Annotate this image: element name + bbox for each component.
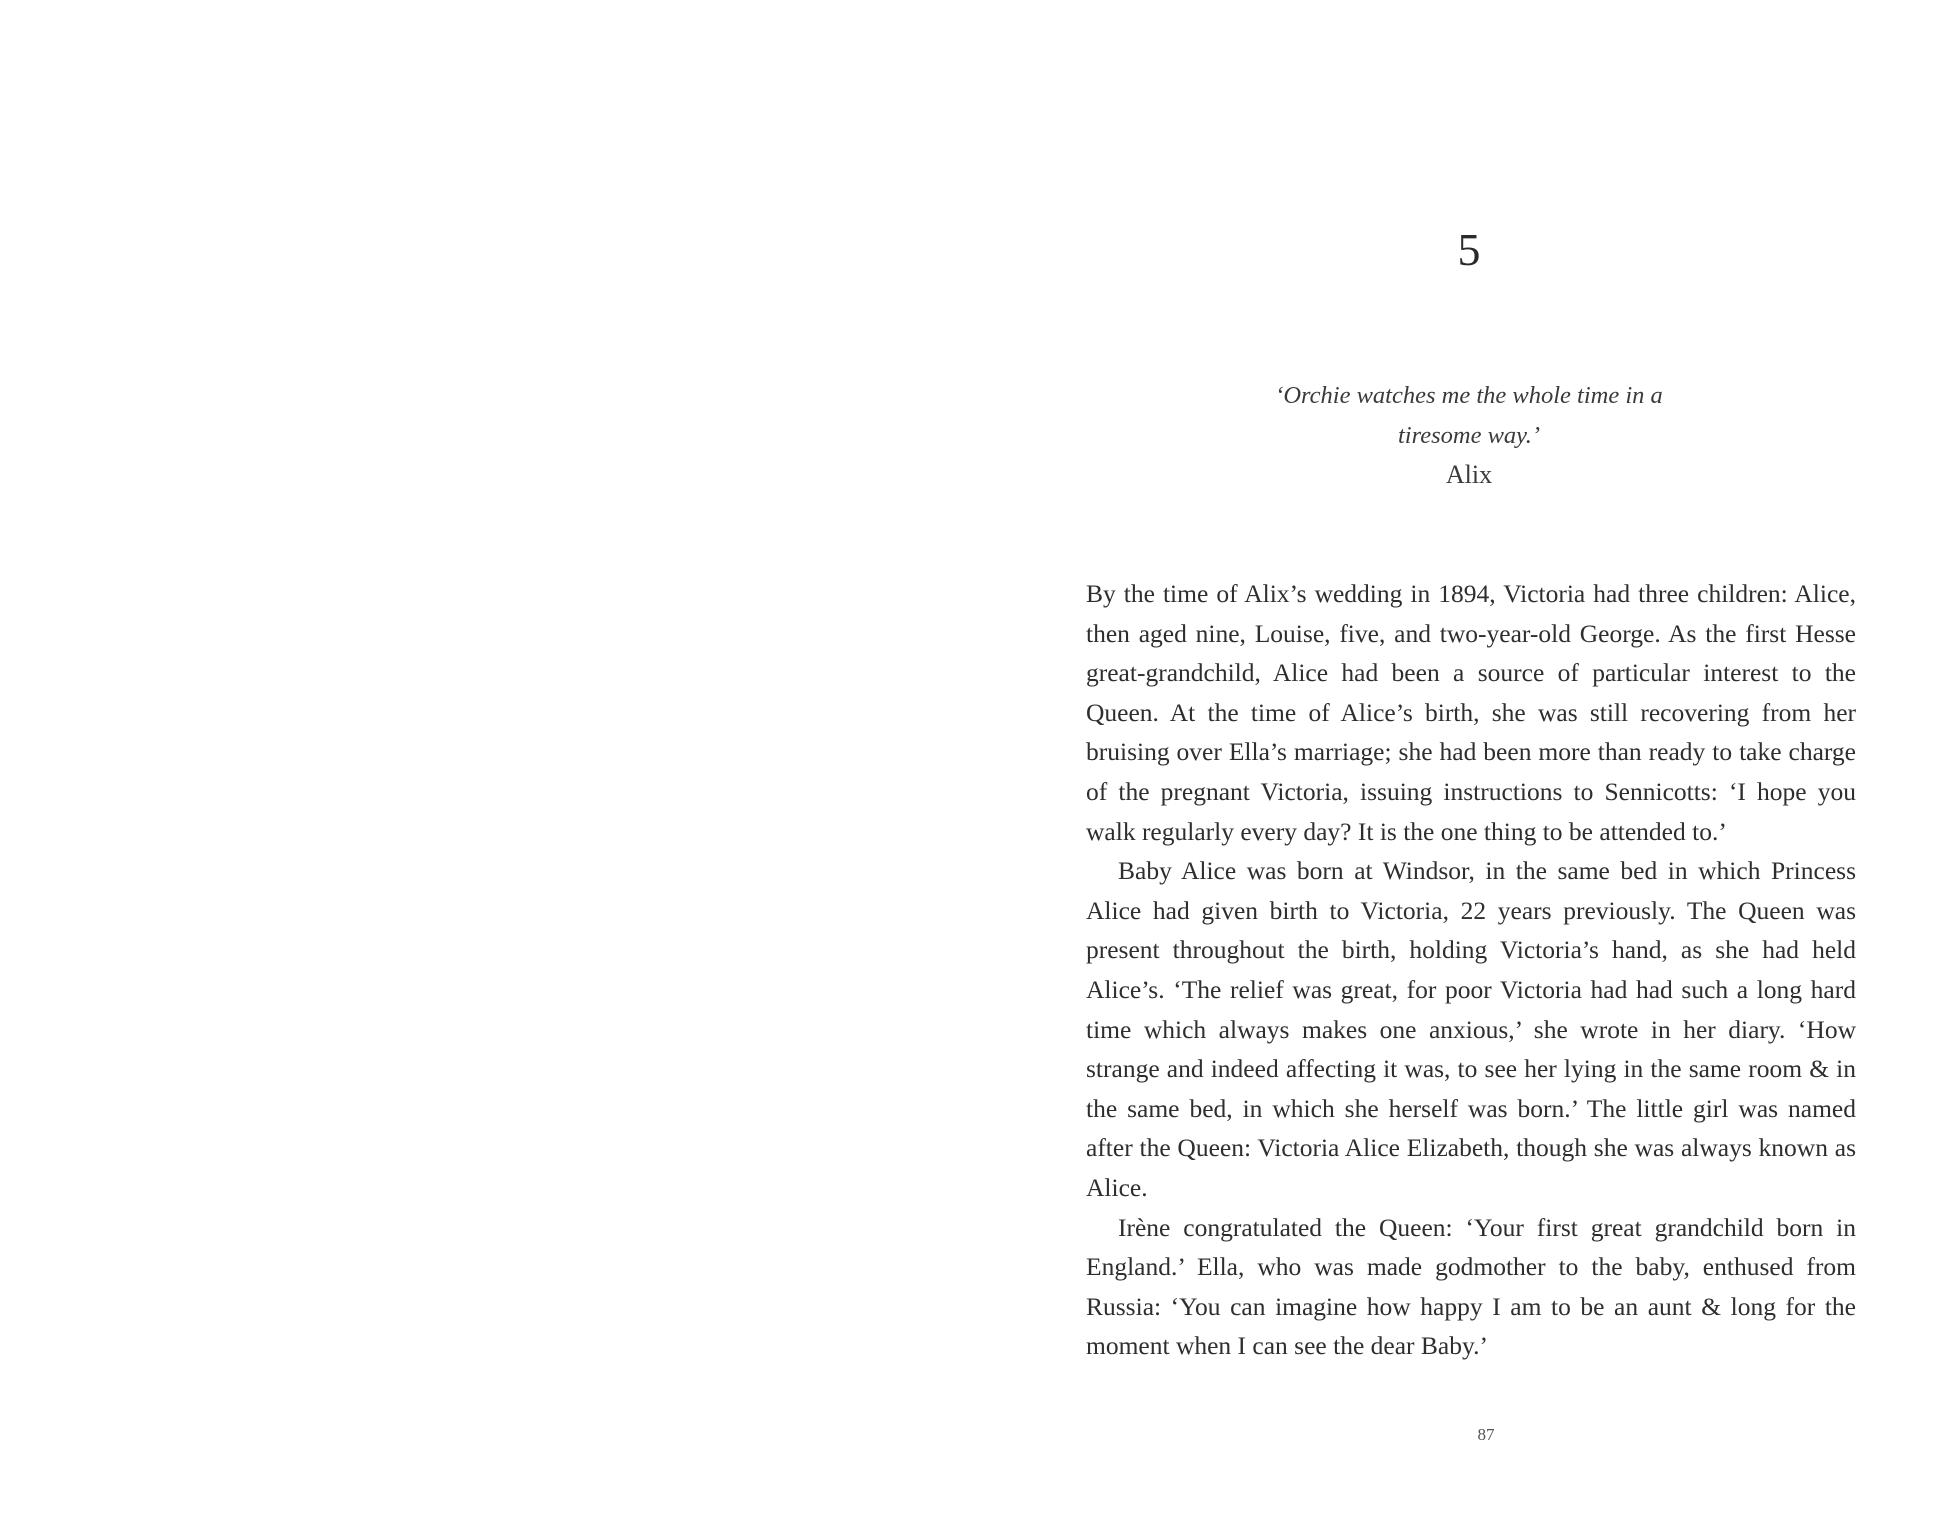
chapter-number: 5: [1457, 224, 1481, 275]
epigraph: [1214, 376, 1724, 494]
epigraph-attribution: Alix: [1445, 460, 1493, 489]
paragraph-3: Irène congratulated the Queen: ‘Your first great grandchild born in England.’ Ella, who was made godmother to the baby, enthused from Russia: ‘You can imagine how happy I am to be an aunt & long for the moment when I can see the dear Baby.’: [1086, 1212, 1856, 1361]
epigraph-quote-line-1: ‘Orchie watches me the whole time in a: [1275, 382, 1663, 409]
epigraph-quote-line-2: tiresome way.’: [1398, 422, 1540, 449]
paragraph-2: Baby Alice was born at Windsor, in the same bed in which Princess Alice had given birth to Victoria, 22 years previously. The Queen was present throughout the birth, holding Victoria’s hand, as she had held Alice’s. ‘The relief was great, for poor Victoria had had such a long hard time which always makes one anxious,’ she wrote in her diary. ‘How strange and indeed affecting it was, to see her lying in the same room & in the same bed, in which she herself was born.’ The little girl was named after the Queen: Victoria Alice Elizabeth, though she was always known as Alice.: [1086, 856, 1856, 1202]
page-number: 87: [1477, 1425, 1495, 1444]
body-text: [1086, 574, 1856, 1366]
paragraph-1: By the time of Alix’s wedding in 1894, Victoria had three children: Alice, then aged nine, Louise, five, and two-year-old George. As the first Hesse great-grandchild, Alice had been a source of particular interest to the Queen. At the time of Alice’s birth, she was still recovering from her bruising over Ella’s marriage; she had been more than ready to take charge of the pregnant Victoria, issuing instructions to Sennicotts: ‘I hope you walk regularly every day? It is the one thing to be attended to.’: [1086, 579, 1856, 846]
